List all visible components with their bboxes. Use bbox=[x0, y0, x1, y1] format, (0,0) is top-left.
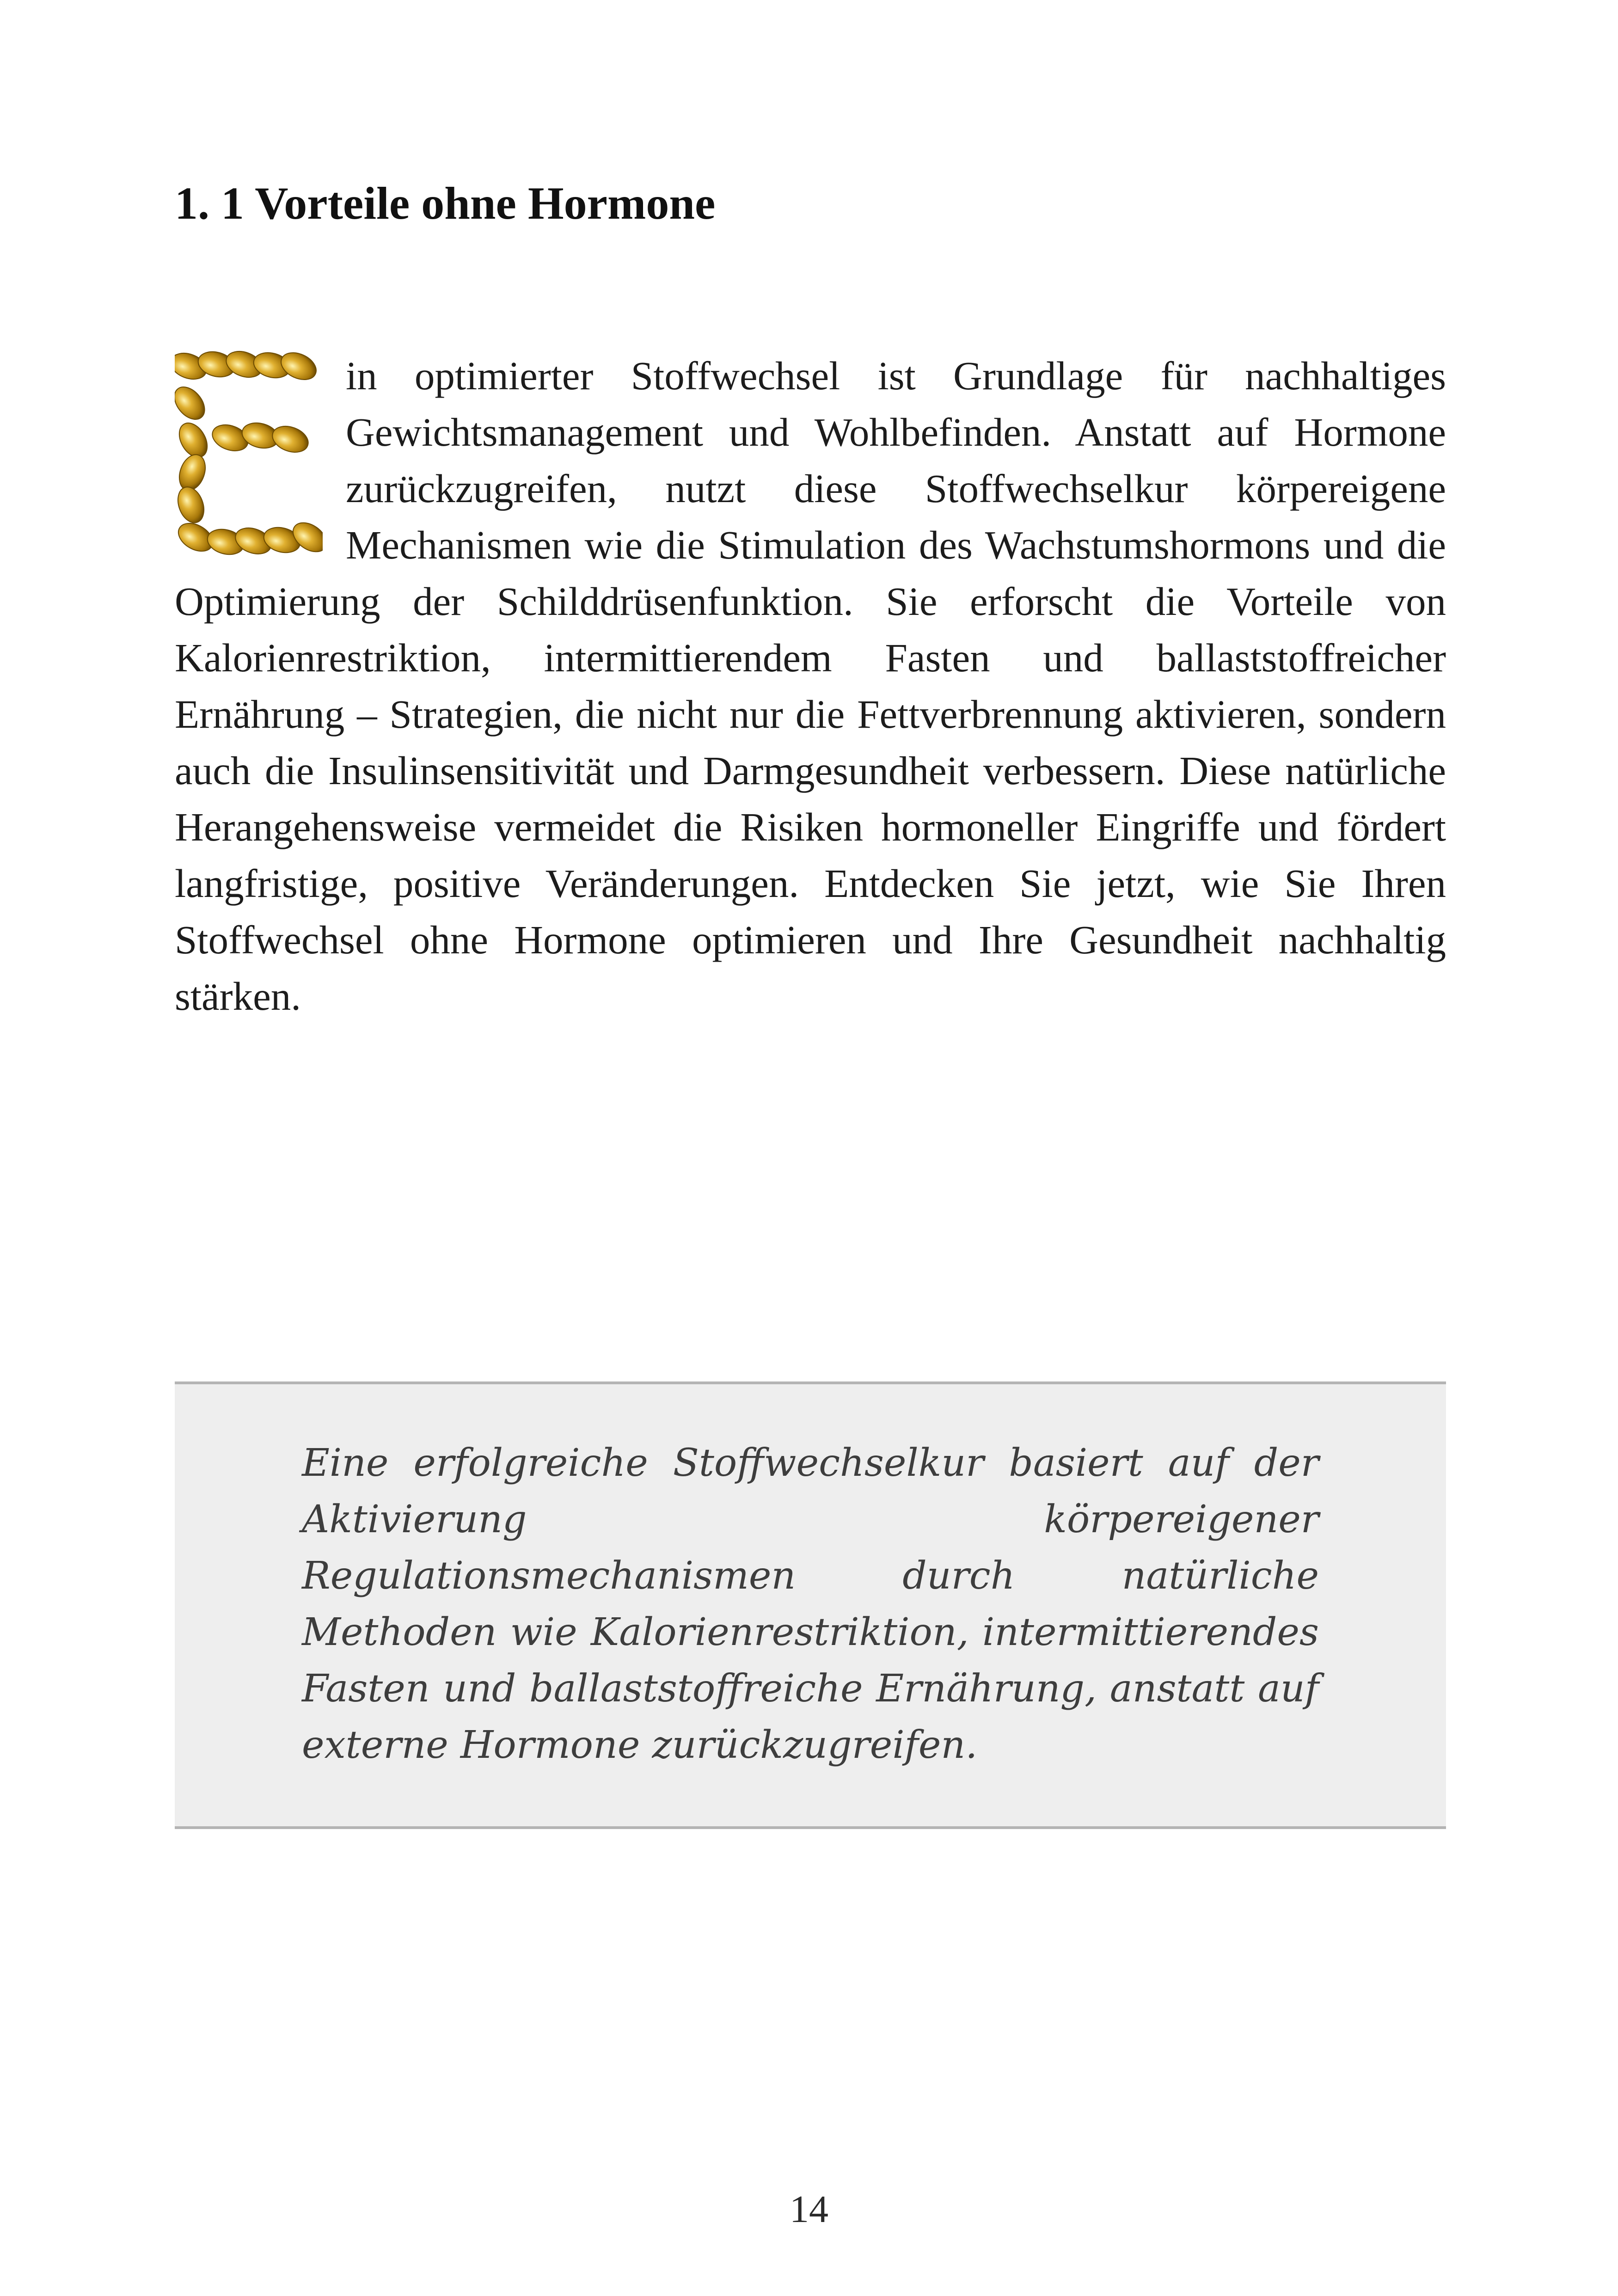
intro-paragraph bbox=[175, 348, 1446, 1025]
section-heading: 1. 1 Vorteile ohne Hormone bbox=[175, 178, 716, 229]
page-number: 14 bbox=[790, 2188, 828, 2231]
capsule-icon bbox=[269, 422, 312, 457]
capsule-icon bbox=[175, 451, 210, 494]
dropcap-capsules-icon bbox=[175, 348, 323, 570]
callout-quote: Eine erfolgreiche Stoffwechselkur basiert auf der Aktivierung körpereigener Regulationsmechanismen durch natürliche Methoden wie Kalorienrestriktion, intermittierendes Fasten und ballaststoffreiche Ernährung, anstatt auf externe Hormone zurückzugreifen. bbox=[302, 1441, 1319, 1767]
paragraph-text: in optimierter Stoffwechsel ist Grundlage für nachhaltiges Gewichtsmanagement und Wohlbefinden. Anstatt auf Hormone zurückzugreifen, nutzt diese Stoffwechselkur körpereigene Mechanismen wie die Stimulation des Wachstumshormons und die Optimierung der Schilddrüsenfunktion. Sie erforscht die Vorteile von Kalorienrestriktion, intermittierendem Fasten und ballaststoffreicher Ernährung – Strategien, die nicht nur die Fettverbrennung aktivieren, sondern auch die Insulinsensitivität und Darmgesundheit verbessern. Diese natürliche Herangehensweise vermeidet die Risiken hormoneller Eingriffe und fördert langfristige, positive Veränderungen. Entdecken Sie jetzt, wie Sie Ihren Stoffwechsel ohne Hormone optimieren und Ihre Gesundheit nachhaltig stärken. bbox=[175, 353, 1446, 1019]
capsule-icon bbox=[175, 484, 208, 527]
callout-box bbox=[175, 1381, 1446, 1829]
capsule-icon bbox=[277, 348, 320, 385]
capsule-icon bbox=[175, 381, 211, 425]
